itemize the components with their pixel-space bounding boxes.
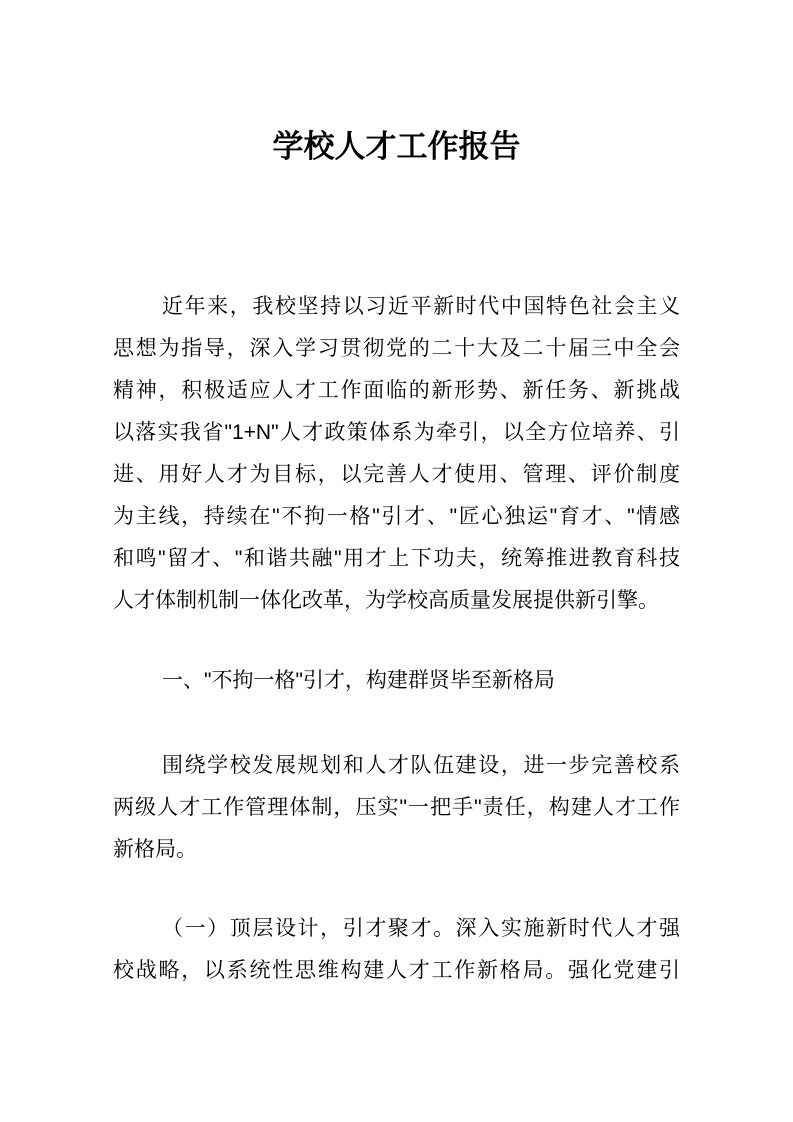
text-line: 以落实我省"1+N"人才政策体系为牵引，以全方位培养、引 [113, 421, 680, 444]
document-title: 学校人才工作报告 [272, 129, 521, 164]
text-line: 和鸣"留才、"和谐共融"用才上下功夫，统筹推进教育科技 [113, 547, 680, 570]
text-line: 新格局。 [113, 838, 197, 861]
paragraph [113, 908, 680, 992]
paragraph [113, 745, 680, 871]
section-heading [113, 660, 680, 702]
text-line: 人才体制机制一体化改革，为学校高质量发展提供新引擎。 [113, 589, 659, 612]
text-line: 进、用好人才为目标，以完善人才使用、管理、评价制度 [113, 463, 680, 486]
text-line: 思想为指导，深入学习贯彻党的二十大及二十届三中全会 [113, 337, 680, 360]
text-line: 围绕学校发展规划和人才队伍建设，进一步完善校系 [162, 754, 680, 777]
text-line: 精神，积极适应人才工作面临的新形势、新任务、新挑战 [113, 379, 680, 402]
text-line: 近年来，我校坚持以习近平新时代中国特色社会主义 [162, 295, 680, 318]
document-body [113, 286, 680, 992]
paragraph [113, 286, 680, 622]
text-line: （一）顶层设计，引才聚才。深入实施新时代人才强 [162, 917, 680, 940]
text-line: 为主线，持续在"不拘一格"引才、"匠心独运"育才、"情感 [113, 505, 680, 528]
text-line: 两级人才工作管理体制，压实"一把手"责任，构建人才工作 [113, 796, 680, 819]
text-line: 一、"不拘一格"引才，构建群贤毕至新格局 [162, 669, 555, 692]
text-line: 校战略，以系统性思维构建人才工作新格局。强化党建引 [113, 959, 680, 982]
